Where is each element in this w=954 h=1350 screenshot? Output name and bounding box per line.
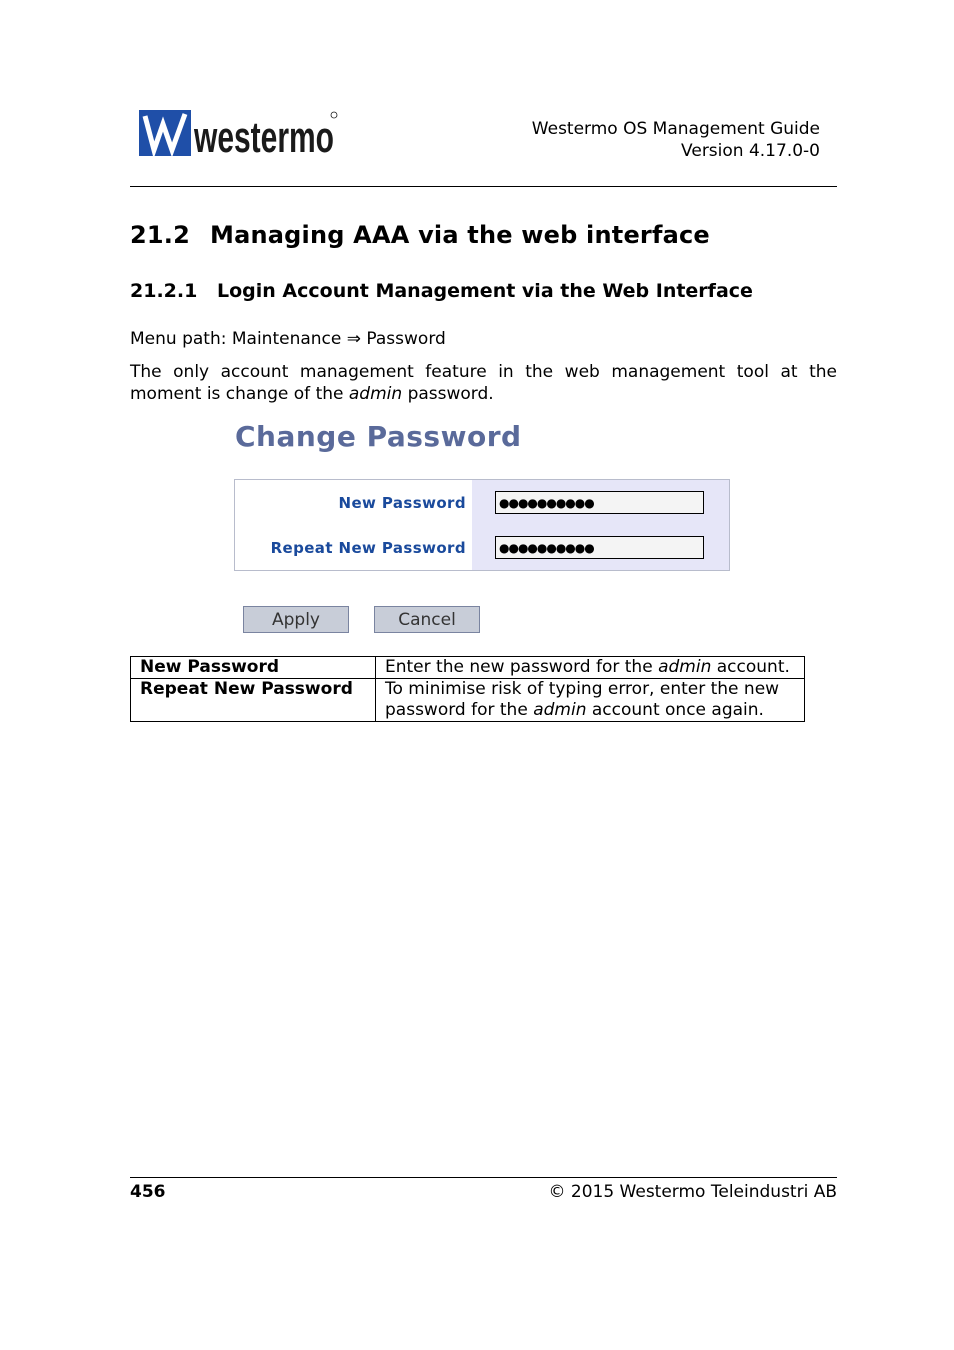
- copyright-text: 2015 Westermo Teleindustri AB: [570, 1182, 837, 1202]
- cancel-button[interactable]: Cancel: [374, 606, 480, 633]
- desc-text: To minimise risk of typing error, enter the new password for the: [385, 679, 780, 720]
- guide-title: Westermo OS Management Guide: [531, 119, 820, 139]
- field-description-table: [130, 656, 805, 722]
- guide-version: Version 4.17.0-0: [681, 141, 820, 161]
- desc-emphasis: admin: [533, 700, 587, 720]
- repeat-password-input[interactable]: ●●●●●●●●●●: [495, 536, 704, 559]
- subsection-title: Login Account Management via the Web Interface: [217, 280, 753, 302]
- westermo-logo: [139, 110, 339, 162]
- change-password-title: Change Password: [235, 420, 522, 453]
- header-rule: [130, 186, 837, 187]
- footer-rule: [130, 1177, 837, 1178]
- copyright-icon: ©: [548, 1182, 566, 1202]
- menu-path: [130, 328, 837, 350]
- section-number: 21.2: [130, 221, 191, 249]
- logo-wordmark: westermo: [193, 113, 334, 162]
- section-heading: [130, 221, 710, 249]
- menu-arrow-icon: ⇒: [346, 329, 361, 349]
- subsection-heading: [130, 280, 753, 302]
- table-key: Repeat New Password: [131, 679, 376, 722]
- intro-text: The only account management feature in the web management tool at the moment is change of the: [130, 362, 837, 404]
- section-title: Managing AAA via the web interface: [210, 221, 710, 249]
- desc-text-end: account once again.: [591, 700, 764, 720]
- repeat-password-label: Repeat New Password: [270, 539, 466, 557]
- desc-text-end: account.: [716, 657, 790, 677]
- desc-text: Enter the new password for the: [385, 657, 653, 677]
- intro-text-end: password.: [407, 384, 494, 404]
- table-key: New Password: [131, 657, 376, 679]
- intro-emphasis: admin: [348, 384, 403, 404]
- table-value: [376, 657, 805, 679]
- table-value: [376, 679, 805, 722]
- page-number: 456: [130, 1182, 166, 1202]
- table-row: [131, 679, 805, 722]
- table-row: [131, 657, 805, 679]
- copyright: [548, 1182, 837, 1202]
- header-info: [532, 118, 820, 162]
- menu-path-prefix: Menu path: Maintenance: [130, 329, 342, 349]
- desc-emphasis: admin: [658, 657, 712, 677]
- apply-button[interactable]: Apply: [243, 606, 349, 633]
- subsection-number: 21.2.1: [130, 280, 198, 302]
- new-password-label: New Password: [338, 494, 466, 512]
- intro-paragraph: [130, 361, 837, 405]
- new-password-input[interactable]: ●●●●●●●●●●: [495, 491, 704, 514]
- menu-path-target: Password: [366, 329, 446, 349]
